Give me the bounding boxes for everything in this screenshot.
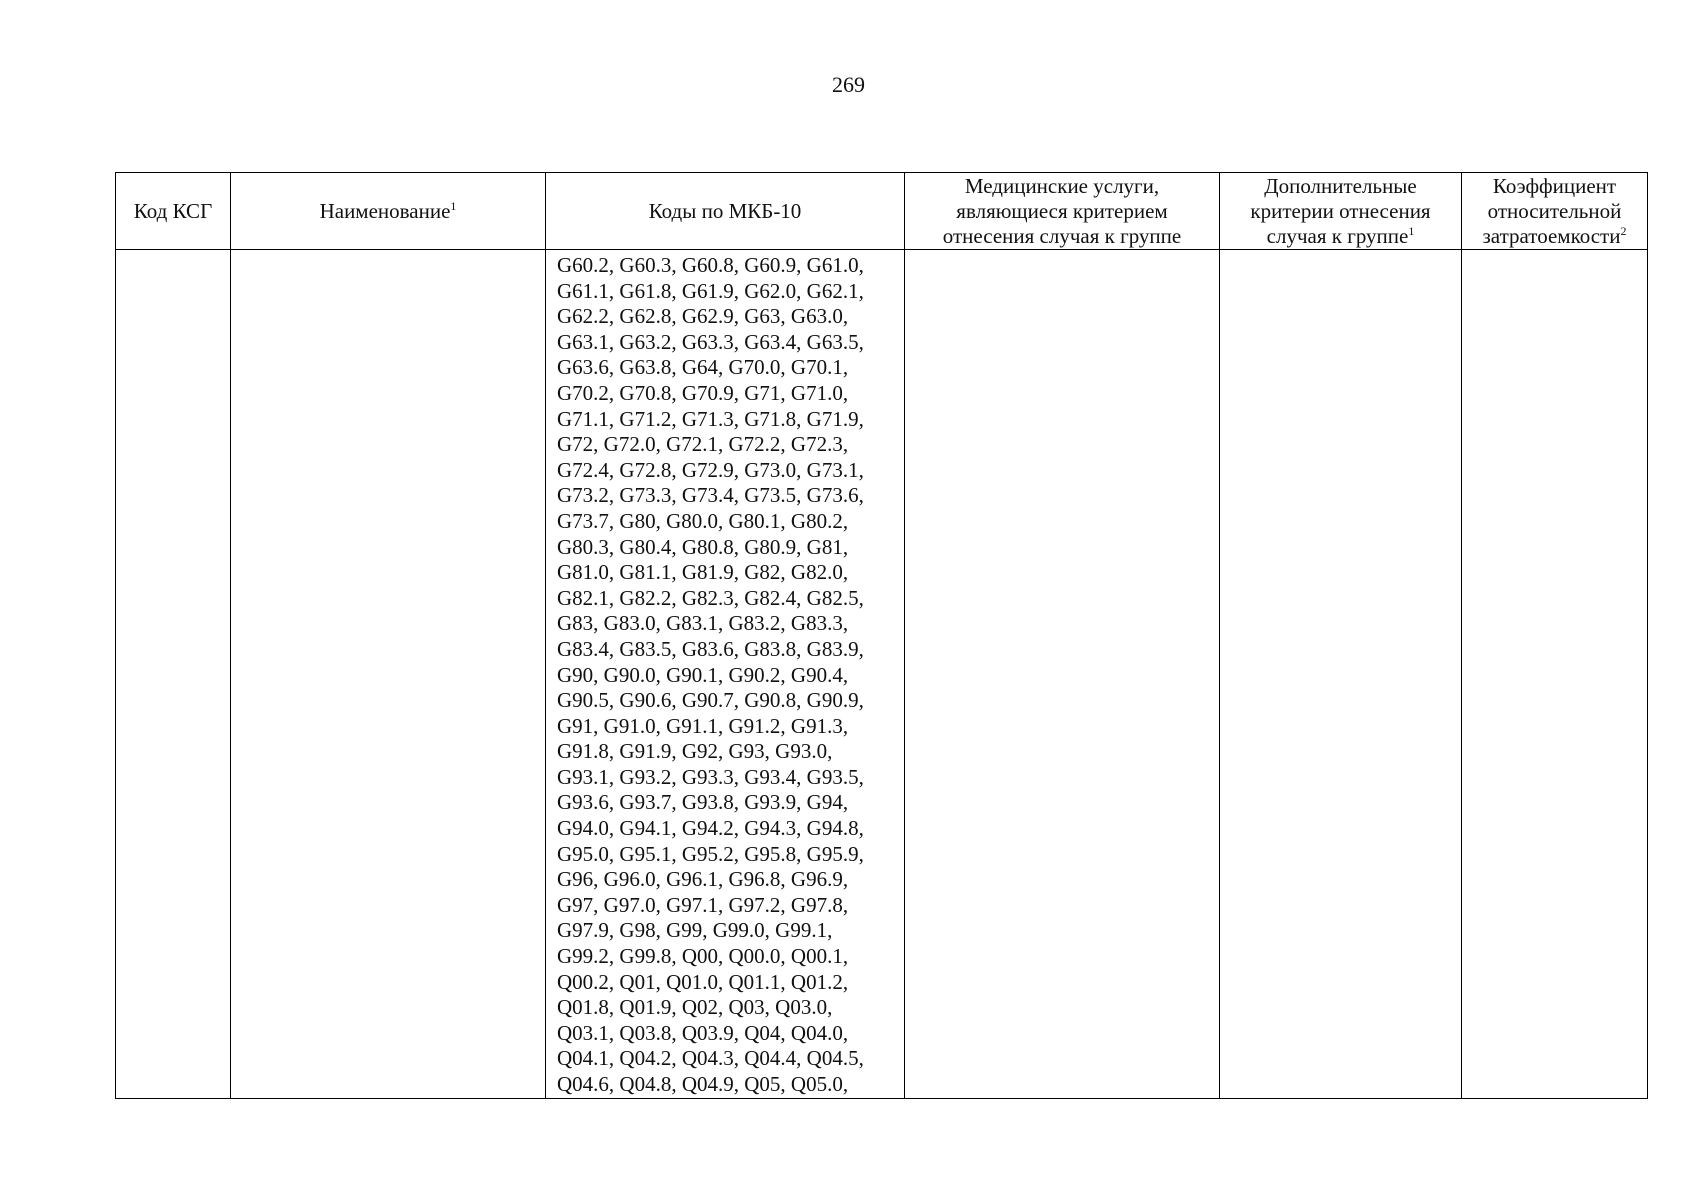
icd-code-line: G95.0, G95.1, G95.2, G95.8, G95.9,	[557, 841, 864, 866]
icd-code-line: Q03.1, Q03.8, Q03.9, Q04, Q04.0,	[557, 1020, 849, 1045]
header-medical-services-line: отнесения случая к группе	[942, 223, 1182, 248]
header-coefficient	[1462, 173, 1648, 250]
icd-code-list	[546, 250, 904, 1098]
header-name	[231, 173, 546, 250]
header-extra-criteria-line: критерии отнесения	[1250, 198, 1431, 223]
header-medical-services-line: являющиеся критерием	[956, 198, 1168, 223]
icd-code-line: G97, G97.0, G97.1, G97.2, G97.8,	[557, 892, 849, 917]
icd-code-line: G73.7, G80, G80.0, G80.1, G80.2,	[557, 508, 849, 533]
cell-extra-criteria	[1220, 250, 1462, 1099]
header-medical-services-line: Медицинские услуги,	[964, 173, 1160, 198]
icd-code-line: G90.5, G90.6, G90.7, G90.8, G90.9,	[557, 688, 864, 713]
header-coefficient-line: относительной	[1487, 198, 1622, 223]
header-medical-services	[905, 173, 1220, 250]
header-name-text: Наименование	[319, 198, 451, 223]
icd-code-line: G80.3, G80.4, G80.8, G80.9, G81,	[557, 534, 849, 559]
ksg-table	[115, 172, 1648, 1099]
icd-code-line: G93.6, G93.7, G93.8, G93.9, G94,	[557, 790, 849, 815]
header-icd-codes	[546, 173, 905, 250]
icd-code-line: G93.1, G93.2, G93.3, G93.4, G93.5,	[557, 764, 864, 789]
icd-code-line: Q04.1, Q04.2, Q04.3, Q04.4, Q04.5,	[557, 1046, 864, 1071]
footnote-marker: 2	[1620, 223, 1627, 238]
table-row	[116, 250, 1648, 1099]
icd-code-line: G70.2, G70.8, G70.9, G71, G71.0,	[557, 380, 849, 405]
cell-icd-codes	[546, 250, 905, 1099]
icd-code-line: G91, G91.0, G91.1, G91.2, G91.3,	[557, 713, 849, 738]
cell-coefficient	[1462, 250, 1648, 1099]
header-coefficient-line: Коэффициент	[1492, 173, 1617, 198]
table-header-row	[116, 173, 1648, 250]
icd-code-line: Q04.6, Q04.8, Q04.9, Q05, Q05.0,	[557, 1072, 849, 1096]
footnote-marker: 1	[1408, 223, 1415, 238]
header-ksg-code	[116, 173, 231, 250]
icd-code-line: G99.2, G99.8, Q00, Q00.0, Q00.1,	[557, 944, 849, 969]
icd-code-line: G83.4, G83.5, G83.6, G83.8, G83.9,	[557, 636, 864, 661]
header-coefficient-line-last	[1468, 224, 1641, 249]
page-number: 269	[832, 72, 865, 97]
icd-code-line: G63.1, G63.2, G63.3, G63.4, G63.5,	[557, 329, 864, 354]
footnote-marker: 1	[450, 198, 457, 213]
icd-code-line: G62.2, G62.8, G62.9, G63, G63.0,	[557, 304, 849, 329]
header-extra-criteria-text: случая к группе	[1266, 223, 1409, 248]
icd-code-line: G71.1, G71.2, G71.3, G71.8, G71.9,	[557, 406, 864, 431]
cell-name	[231, 250, 546, 1099]
header-extra-criteria	[1220, 173, 1462, 250]
header-ksg-code-text: Код КСГ	[133, 198, 213, 223]
icd-code-line: G90, G90.0, G90.1, G90.2, G90.4,	[557, 662, 849, 687]
cell-medical-services	[905, 250, 1220, 1099]
icd-code-line: G63.6, G63.8, G64, G70.0, G70.1,	[557, 355, 849, 380]
icd-code-line: G72, G72.0, G72.1, G72.2, G72.3,	[557, 432, 849, 457]
icd-code-line: G72.4, G72.8, G72.9, G73.0, G73.1,	[557, 457, 864, 482]
icd-code-line: G96, G96.0, G96.1, G96.8, G96.9,	[557, 867, 849, 892]
header-extra-criteria-line-last	[1226, 224, 1455, 249]
cell-ksg-code	[116, 250, 231, 1099]
icd-code-line: G81.0, G81.1, G81.9, G82, G82.0,	[557, 560, 849, 585]
icd-code-line: G91.8, G91.9, G92, G93, G93.0,	[557, 739, 833, 764]
icd-code-line: Q00.2, Q01, Q01.0, Q01.1, Q01.2,	[557, 969, 849, 994]
icd-code-line: G73.2, G73.3, G73.4, G73.5, G73.6,	[557, 483, 864, 508]
header-icd-codes-text: Коды по МКБ-10	[648, 198, 802, 223]
icd-code-line: G82.1, G82.2, G82.3, G82.4, G82.5,	[557, 585, 864, 610]
icd-code-line: G60.2, G60.3, G60.8, G60.9, G61.0,	[557, 253, 864, 277]
header-extra-criteria-line: Дополнительные	[1264, 173, 1417, 198]
icd-code-line: G94.0, G94.1, G94.2, G94.3, G94.8,	[557, 816, 864, 841]
header-coefficient-text: затратоемкости	[1482, 223, 1621, 248]
icd-code-line: Q01.8, Q01.9, Q02, Q03, Q03.0,	[557, 995, 833, 1020]
icd-code-line: G61.1, G61.8, G61.9, G62.0, G62.1,	[557, 278, 864, 303]
icd-code-line: G83, G83.0, G83.1, G83.2, G83.3,	[557, 611, 849, 636]
icd-code-line: G97.9, G98, G99, G99.0, G99.1,	[557, 918, 833, 943]
